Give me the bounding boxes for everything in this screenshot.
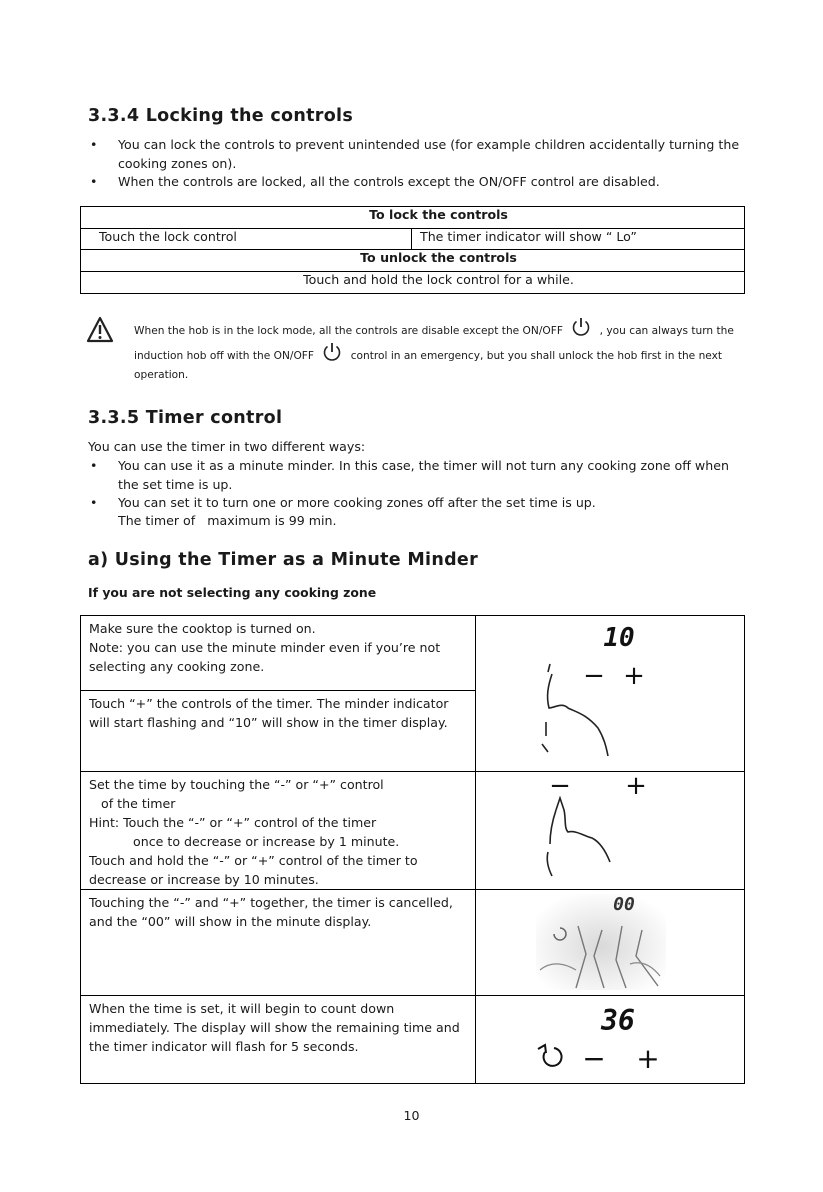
lock-table [80, 206, 745, 294]
minus-button[interactable]: − [583, 661, 605, 691]
step-illustration-cell [476, 616, 745, 772]
timer-display-value: 36 [601, 1004, 635, 1037]
lock-action-cell: Touch the lock control [81, 229, 412, 250]
lock-note-text: , you can always turn the induction hob off with the ON/OFF [134, 325, 734, 362]
timer-countdown-illustration [476, 996, 744, 1082]
lock-bullet: • When the controls are locked, all the controls except the ON/OFF control are disabled. [88, 173, 748, 192]
plus-button[interactable]: + [625, 772, 647, 801]
unlock-table-header: To unlock the controls [81, 250, 745, 272]
timer-display-illustration [476, 616, 744, 770]
power-icon [570, 316, 592, 338]
step-cell: Touch “+” the controls of the timer. The minder indicator will start flashing and “10” will show in the timer display. [81, 691, 476, 772]
section-heading-timer: 3.3.5 Timer control [88, 408, 283, 428]
hand-pointer-icon [547, 798, 610, 876]
timer-indicator-icon [538, 1045, 546, 1053]
page-number: 10 [403, 1108, 420, 1123]
minute-minder-heading: a) Using the Timer as a Minute Minder [88, 550, 479, 570]
lock-bullet-list [88, 136, 748, 192]
minus-button[interactable]: − [582, 1042, 606, 1075]
step-illustration-cell [476, 772, 745, 890]
timer-bullet: • You can set it to turn one or more cooking zones off after the set time is up. [88, 494, 748, 513]
plus-button[interactable]: + [623, 661, 645, 691]
warning-icon [86, 316, 114, 344]
step-cell: Touching the “-” and “+” together, the timer is cancelled, and the “00” will show in the minute display. [81, 890, 476, 996]
hand-pointer-icon [542, 722, 548, 752]
minus-button[interactable]: − [549, 772, 571, 801]
minute-minder-table [80, 615, 745, 1084]
lock-note-text: control in an emergency, but you shall unlock the hob first in the next operation. [134, 349, 723, 381]
plus-button[interactable]: + [636, 1042, 660, 1075]
lock-bullet: • You can lock the controls to prevent unintended use (for example children accidentally turning the cooking zones on). [88, 136, 748, 173]
step-illustration-cell [476, 996, 745, 1084]
timer-display-value: 10 [603, 623, 635, 653]
section-heading-locking: 3.3.4 Locking the controls [88, 106, 354, 126]
timer-max-note: The timer of maximum is 99 min. [118, 513, 337, 528]
timer-cancel-illustration [476, 890, 744, 994]
lock-result-cell: The timer indicator will show “ Lo” [412, 229, 745, 250]
lock-note [134, 316, 740, 384]
lock-table-header: To lock the controls [81, 207, 745, 229]
step-cell: When the time is set, it will begin to count down immediately. The display will show the remaining time and the timer indicator will flash for 5 seconds. [81, 996, 476, 1084]
step-cell: Set the time by touching the “-” or “+” control of the timer Hint: Touch the “-” or “+” control of the timer once to decrease or increase by 1 minute. Touch and hold the “-” or “+” control of the timer to decrease or increase by 10 minutes. [81, 772, 476, 890]
hand-pointer-icon [550, 810, 556, 844]
timer-controls-illustration [476, 772, 744, 884]
step-cell: Make sure the cooktop is turned on. Note: you can use the minute minder even if you’re not selecting any cooking zone. [81, 616, 476, 691]
minute-minder-subheading: If you are not selecting any cooking zone [88, 585, 377, 600]
unlock-action-cell: Touch and hold the lock control for a while. [81, 272, 745, 294]
timer-intro: You can use the timer in two different ways: [88, 439, 366, 454]
timer-display-value: 00 [613, 894, 635, 915]
lock-note-text: When the hob is in the lock mode, all the controls are disable except the ON/OFF [134, 325, 563, 337]
timer-bullet: • You can use it as a minute minder. In this case, the timer will not turn any cooking zone off when the set time is up. [88, 457, 748, 494]
timer-bullet-list [88, 457, 748, 513]
step-illustration-cell [476, 890, 745, 996]
power-icon [321, 341, 343, 363]
